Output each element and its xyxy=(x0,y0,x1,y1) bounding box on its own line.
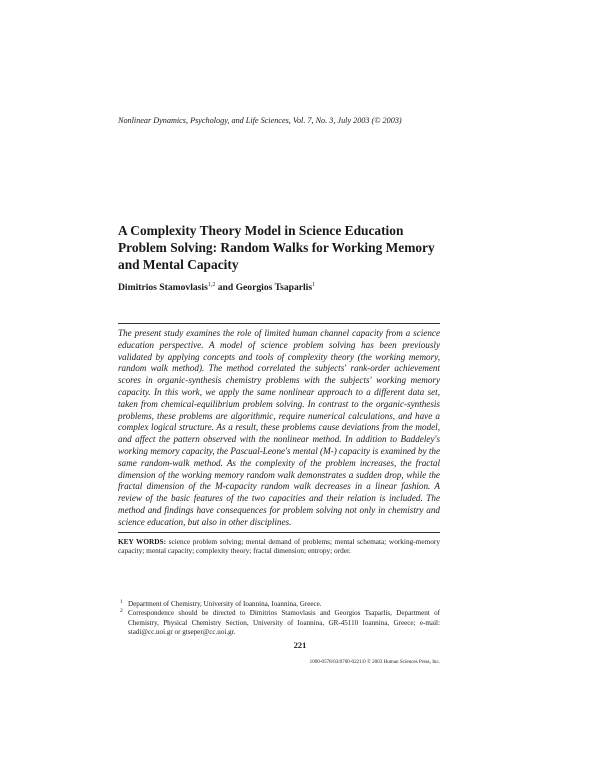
footnote-text: Correspondence should be directed to Dimitrios Stamovlasis and Georgios Tsaparlis, Department of Chemistry, Physical Chemistry Section, University of Ioannina, GR-45110 Ioannina, Greece; e-mail: stadi@cc.uoi.gr or gtseper@cc.uoi.gr. xyxy=(128,609,440,637)
author-affiliation-mark: 1 xyxy=(312,282,316,288)
footnote-text: Department of Chemistry, University of Ioannina, Ioannina, Greece. xyxy=(128,600,322,608)
abstract: The present study examines the role of limited human channel capacity from a science education perspective. A model of science problem solving has been previously validated by applying concepts and tools of complexity theory (the working memory, random walk method). The method correlated the subjects' rank-order achievement scores in organic-synthesis chemistry problems with the subjects' working memory capacity. In this work, we apply the same nonlinear approach to a different data set, taken from chemical-equilibrium problem solving. In contrast to the organic-synthesis problems, these problems are algorithmic, require numerical calculations, and have a complex logical structure. As a result, these problems cause deviations from the model, and affect the pattern observed with the nonlinear method. In addition to Baddeley's working memory capacity, the Pascual-Leone's mental (M-) capacity is examined by the same random-walk method. As the complexity of the problem increases, the fractal dimension of the working memory random walk demonstrates a sudden drop, while the fractal dimension of the M-capacity random walk decreases in a linear fashion. A review of the basic features of the two capacities and their relation is included. The method and findings have consequences for problem solving not only in chemistry and science education, but also in other disciplines. xyxy=(118,328,440,527)
author-conjunction: and xyxy=(215,282,236,293)
journal-header: Nonlinear Dynamics, Psychology, and Life Sciences, Vol. 7, No. 3, July 2003 (© 2003) xyxy=(118,116,402,125)
author-affiliation-mark: 1,2 xyxy=(207,282,216,288)
author-name: Dimitrios Stamovlasis xyxy=(118,282,208,293)
abstract-bottom-rule xyxy=(118,532,440,533)
keywords-label: KEY WORDS: xyxy=(118,537,167,546)
author-name: Georgios Tsaparlis xyxy=(235,282,313,293)
page-number: 221 xyxy=(293,641,307,650)
footnotes xyxy=(118,600,440,638)
footnote-mark: 2 xyxy=(120,608,123,615)
keywords xyxy=(118,537,440,555)
abstract-top-rule xyxy=(118,323,440,324)
footnote xyxy=(118,609,440,637)
footnote xyxy=(118,600,440,609)
author-line xyxy=(118,282,438,293)
paper-title: A Complexity Theory Model in Science Education Problem Solving: Random Walks for Working Memory and Mental Capacity xyxy=(118,223,435,272)
keywords-text: science problem solving; mental demand of problems; mental schemata; working-memory capacity; mental capacity; complexity theory; fractal dimension; entropy; order. xyxy=(118,537,441,556)
footnote-mark: 1 xyxy=(120,599,123,605)
copyright-line: 1090-0578/03/0700-0221/0 © 2003 Human Sciences Press, Inc. xyxy=(309,659,440,665)
